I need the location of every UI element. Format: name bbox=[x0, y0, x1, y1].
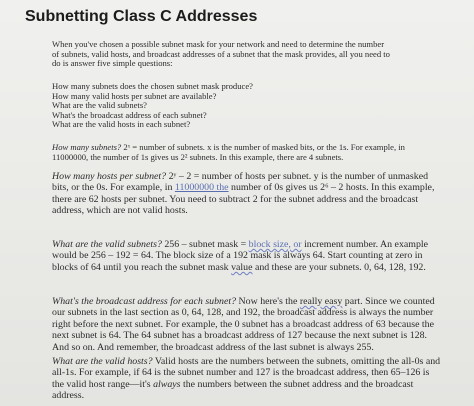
broadcast-line-5: And so on. And remember, the broadcast address of the last subnet is always 255. bbox=[52, 341, 374, 353]
block-size-link[interactable]: block size, or bbox=[248, 239, 302, 250]
broadcast-lead: What's the broadcast address for each subnet? bbox=[52, 296, 237, 307]
question-list bbox=[52, 82, 460, 130]
valid-subnets-line-2: would be 256 – 192 = 64. The block size of a 192 mask is always 64. Start counting at zero in bbox=[52, 250, 423, 262]
question-item: What are the valid hosts in each subnet? bbox=[52, 119, 191, 130]
question-item: How many subnets does the chosen subnet mask produce? bbox=[52, 81, 253, 91]
hosts-binary-link[interactable]: 11000000 the bbox=[174, 182, 229, 194]
broadcast-line-4: next subnet is 64. The 64 subnet has a broadcast address of 127 because the next subnet is 128. bbox=[52, 330, 427, 342]
subnets-paragraph bbox=[52, 143, 460, 162]
valid-hosts-paragraph bbox=[52, 356, 460, 402]
question-item: What are the valid subnets? bbox=[52, 100, 147, 111]
valid-hosts-line-2: all-1s. For example, if 64 is the subnet number and 127 is the broadcast address, then 65–126 is bbox=[52, 367, 430, 379]
subnets-line-2: 11000000, the number of 1s gives us 2² subnets. In this example, there are 4 subnets. bbox=[52, 151, 344, 162]
page-title: Subnetting Class C Addresses bbox=[25, 8, 258, 25]
valid-hosts-lead: What are the valid hosts? bbox=[52, 356, 153, 367]
hosts-paragraph bbox=[52, 171, 460, 217]
always-emphasis: always bbox=[153, 378, 181, 390]
hosts-line-3: there are 62 hosts per subnet. You need to subtract 2 for the subnet address and the broadcast bbox=[52, 193, 419, 205]
valid-subnets-lead: What are the valid subnets? bbox=[52, 239, 162, 250]
question-item: What's the broadcast address of each subnet? bbox=[52, 109, 207, 120]
intro-line-3: do is answer five simple questions: bbox=[52, 58, 173, 69]
hosts-line-2: bits, or the 0s. For example, in 11000000 the number of 0s gives us 2⁶ – 2 hosts. In this example, bbox=[52, 182, 435, 194]
question-item: How many valid hosts per subnet are available? bbox=[52, 90, 217, 101]
value-link[interactable]: value bbox=[231, 261, 253, 273]
broadcast-line-1: What's the broadcast address for each subnet? Now here's the really easy part. Since we counted bbox=[52, 296, 435, 307]
intro-line-2: of subnets, valid hosts, and broadcast addresses of a subnet that the mask provides, all you need to bbox=[52, 48, 390, 59]
intro-line-1: When you've chosen a possible subnet mask for your network and need to determine the number bbox=[52, 39, 385, 49]
valid-hosts-line-4: address. bbox=[52, 390, 85, 402]
valid-hosts-line-3: the valid host range—it's always the numbers between the subnet address and the broadcast bbox=[52, 378, 414, 390]
valid-subnets-paragraph bbox=[52, 239, 460, 273]
broadcast-line-3: right before the next subnet. For example, the 0 subnet has a broadcast address of 63 because the bbox=[52, 318, 434, 330]
valid-subnets-line-1: What are the valid subnets? 256 – subnet mask = block size, or increment number. An example bbox=[52, 239, 429, 250]
hosts-line-4: address, which are not valid hosts. bbox=[52, 205, 188, 217]
broadcast-paragraph bbox=[52, 296, 460, 353]
subnets-line-1: How many subnets? 2ˣ = number of subnets. x is the number of masked bits, or the 1s. For example, in bbox=[52, 142, 405, 152]
subnets-lead: How many subnets? bbox=[52, 142, 122, 152]
really-easy-link[interactable]: really easy bbox=[299, 296, 343, 307]
hosts-lead: How many hosts per subnet? bbox=[52, 171, 167, 182]
intro-paragraph bbox=[52, 40, 460, 69]
valid-subnets-line-3: blocks of 64 until you reach the subnet mask value and these are your subnets. 0, 64, 128, 192. bbox=[52, 261, 426, 273]
broadcast-line-2: our subnets in the last section as 0, 64, 128, and 192, the broadcast address is always the number bbox=[52, 307, 434, 319]
hosts-line-1: How many hosts per subnet? 2ʸ – 2 = number of hosts per subnet. y is the number of unmasked bbox=[52, 171, 429, 182]
valid-hosts-line-1: What are the valid hosts? Valid hosts are the numbers between the subnets, omitting the all-0s and bbox=[52, 356, 441, 367]
